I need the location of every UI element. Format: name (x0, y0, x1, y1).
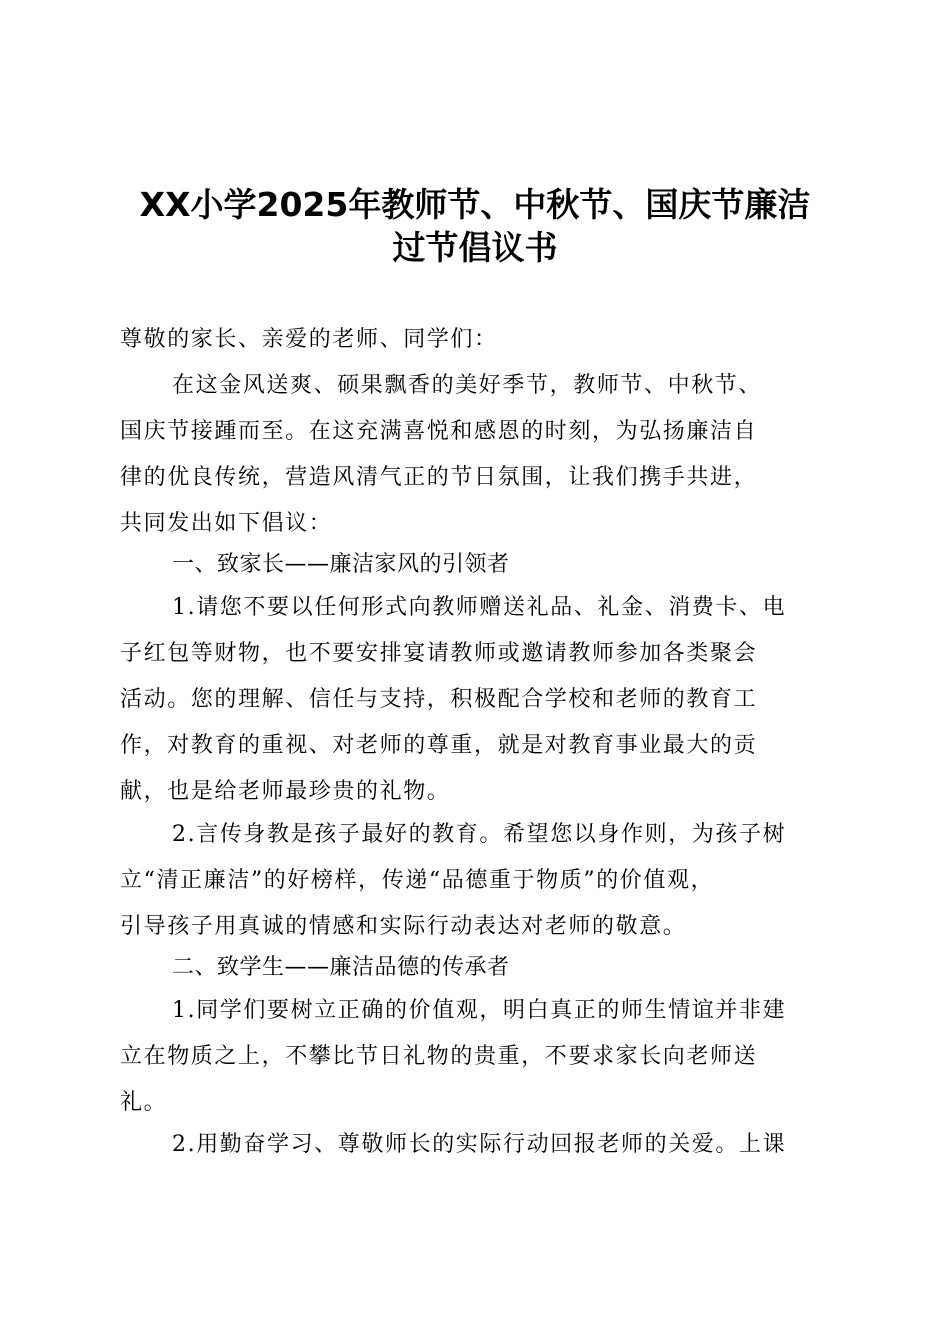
salutation: 尊敬的家长、亲爱的老师、同学们： (120, 327, 498, 352)
parents-item-1-line: 子红包等财物，也不要安排宴请教师或邀请教师参加各类聚会 (120, 641, 758, 666)
parents-item-2-line: 立“清正廉洁”的好榜样，传递“品德重于物质”的价值观， (120, 868, 715, 893)
students-item-1-line: 礼。 (120, 1090, 168, 1115)
parents-item-1-line: 活动。您的理解、信任与支持，积极配合学校和老师的教育工 (120, 687, 758, 712)
intro-paragraph-line: 在这金风送爽、硕果飘香的美好季节，教师节、中秋节、 (172, 373, 763, 398)
intro-paragraph-line: 国庆节接踵而至。在这充满喜悦和感恩的时刻，为弘扬廉洁自 (120, 419, 758, 444)
parents-item-1-line: 1.请您不要以任何形式向教师赠送礼品、礼金、消费卡、电 (172, 595, 787, 620)
students-item-2-line: 2.用勤奋学习、尊敬师长的实际行动回报老师的关爱。上课 (172, 1132, 787, 1157)
students-item-1-line: 立在物质之上，不攀比节日礼物的贵重，不要求家长向老师送 (120, 1044, 758, 1069)
intro-paragraph-line: 共同发出如下倡议： (120, 511, 333, 536)
document-title-line-1: XX小学2025年教师节、中秋节、国庆节廉洁 (139, 185, 811, 224)
section-heading-parents: 一、致家长——廉洁家风的引领者 (172, 552, 510, 577)
parents-item-2-line: 引导孩子用真诚的情感和实际行动表达对老师的敬意。 (120, 914, 687, 939)
parents-item-1-line: 献，也是给老师最珍贵的礼物。 (120, 779, 451, 804)
intro-paragraph-line: 律的优良传统，营造风清气正的节日氛围，让我们携手共进， (120, 465, 758, 490)
parents-item-2-line: 2.言传身教是孩子最好的教育。希望您以身作则，为孩子树 (172, 822, 787, 847)
document-title-line-2: 过节倡议书 (392, 228, 558, 267)
students-item-1-line: 1.同学们要树立正确的价值观，明白真正的师生情谊并非建 (172, 998, 787, 1023)
parents-item-1-line: 作，对教育的重视、对老师的尊重，就是对教育事业最大的贡 (120, 733, 758, 758)
section-heading-students: 二、致学生——廉洁品德的传承者 (172, 955, 510, 980)
